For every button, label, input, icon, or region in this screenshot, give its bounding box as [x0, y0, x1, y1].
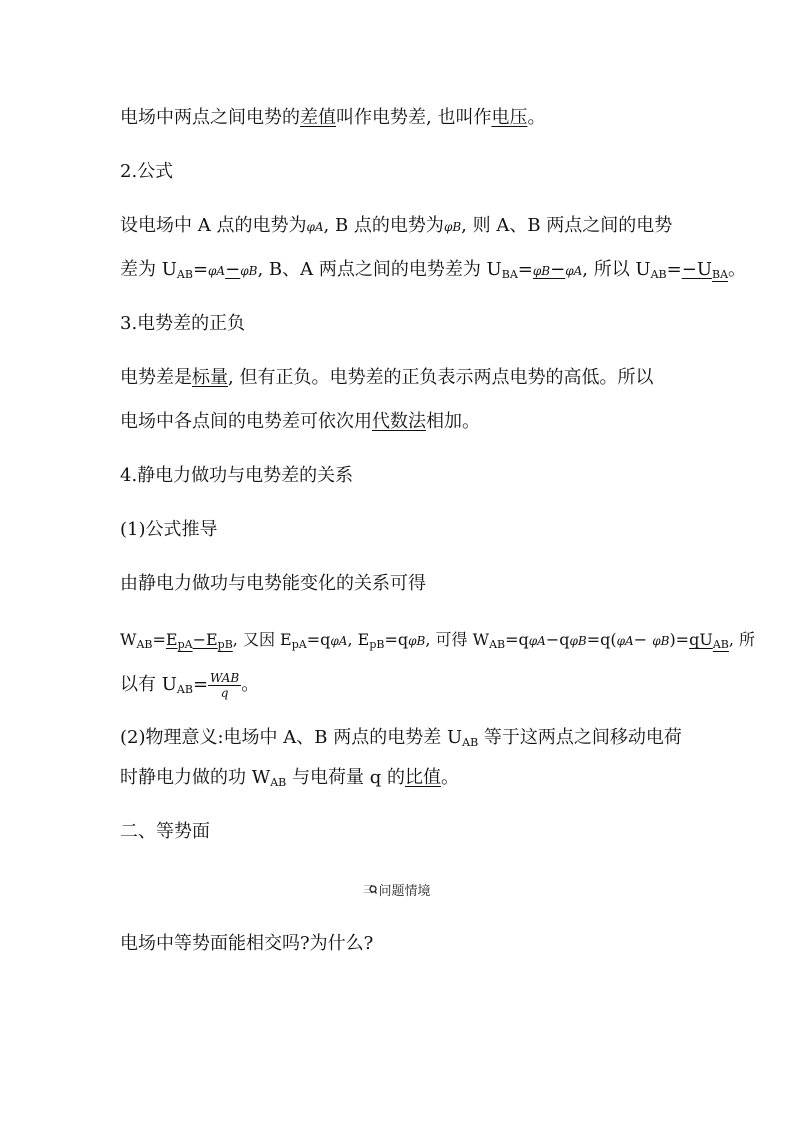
section-heading-equipotential: 二、等势面: [120, 821, 210, 842]
paragraph-sign-line2: 电场中各点间的电势差可依次用代数法相加。: [120, 411, 480, 432]
paragraph-derivation-intro: 由静电力做功与电势能变化的关系可得: [120, 573, 426, 594]
question-text: 电场中等势面能相交吗?为什么?: [120, 933, 374, 954]
problem-context-label: 三 问题情境: [363, 884, 431, 899]
fraction-wab-over-q: $\frac{\text{WAB}}{q}$: [210, 670, 240, 700]
section-heading-sign: 3.电势差的正负: [120, 313, 246, 334]
paragraph-formula-line2: 差为 $U_{AB}=\varphi A-\varphi B$, B、A 两点之间的电势差为 $U_{BA}=\varphi B-\varphi A$, 所以 $U_{AB}=-U_{BA}$。: [120, 259, 747, 281]
paragraph-formula-line1: 设电场中 A 点的电势为φA, B 点的电势为φB, 则 A、B 两点之间的电势: [120, 215, 673, 236]
paragraph-potential-difference-def: 电场中两点之间电势的差值叫作电势差, 也叫作电压。: [120, 107, 546, 128]
paragraph-sign-line1: 电势差是标量, 但有正负。电势差的正负表示两点电势的高低。所以: [120, 367, 654, 388]
blank-answer: 电压: [491, 107, 528, 128]
paragraph-physical-meaning-line1: (2)物理意义:电场中 A、B 两点的电势差 $U_{AB}$ 等于这两点之间移动电荷: [120, 727, 682, 749]
section-heading-work-relation: 4.静电力做功与电势差的关系: [120, 465, 354, 486]
blank-answer: 差值: [300, 107, 336, 128]
equation-line1: $W_{AB}=E_{pA}-E_{pB}$, 又因 $E_{pA}=q\varphi A$, $E_{pB}=q\varphi B$, 可得 $W_{AB}=q\varphi A-q\varphi B=q(\varphi A- \varphi B)=qU_{AB}$, 所: [120, 630, 756, 651]
svg-text:三: 三: [363, 885, 374, 895]
search-icon: [363, 883, 377, 898]
paragraph-physical-meaning-line2: 时静电力做的功 $W_{AB}$ 与电荷量 q 的比值。: [120, 767, 459, 789]
equation-line2: 以有 $U_{AB}=$ $\frac{\text{WAB}}{q}$ 。: [120, 670, 260, 700]
subheading-derivation: (1)公式推导: [120, 519, 218, 540]
section-heading-formula: 2.公式: [120, 161, 174, 182]
